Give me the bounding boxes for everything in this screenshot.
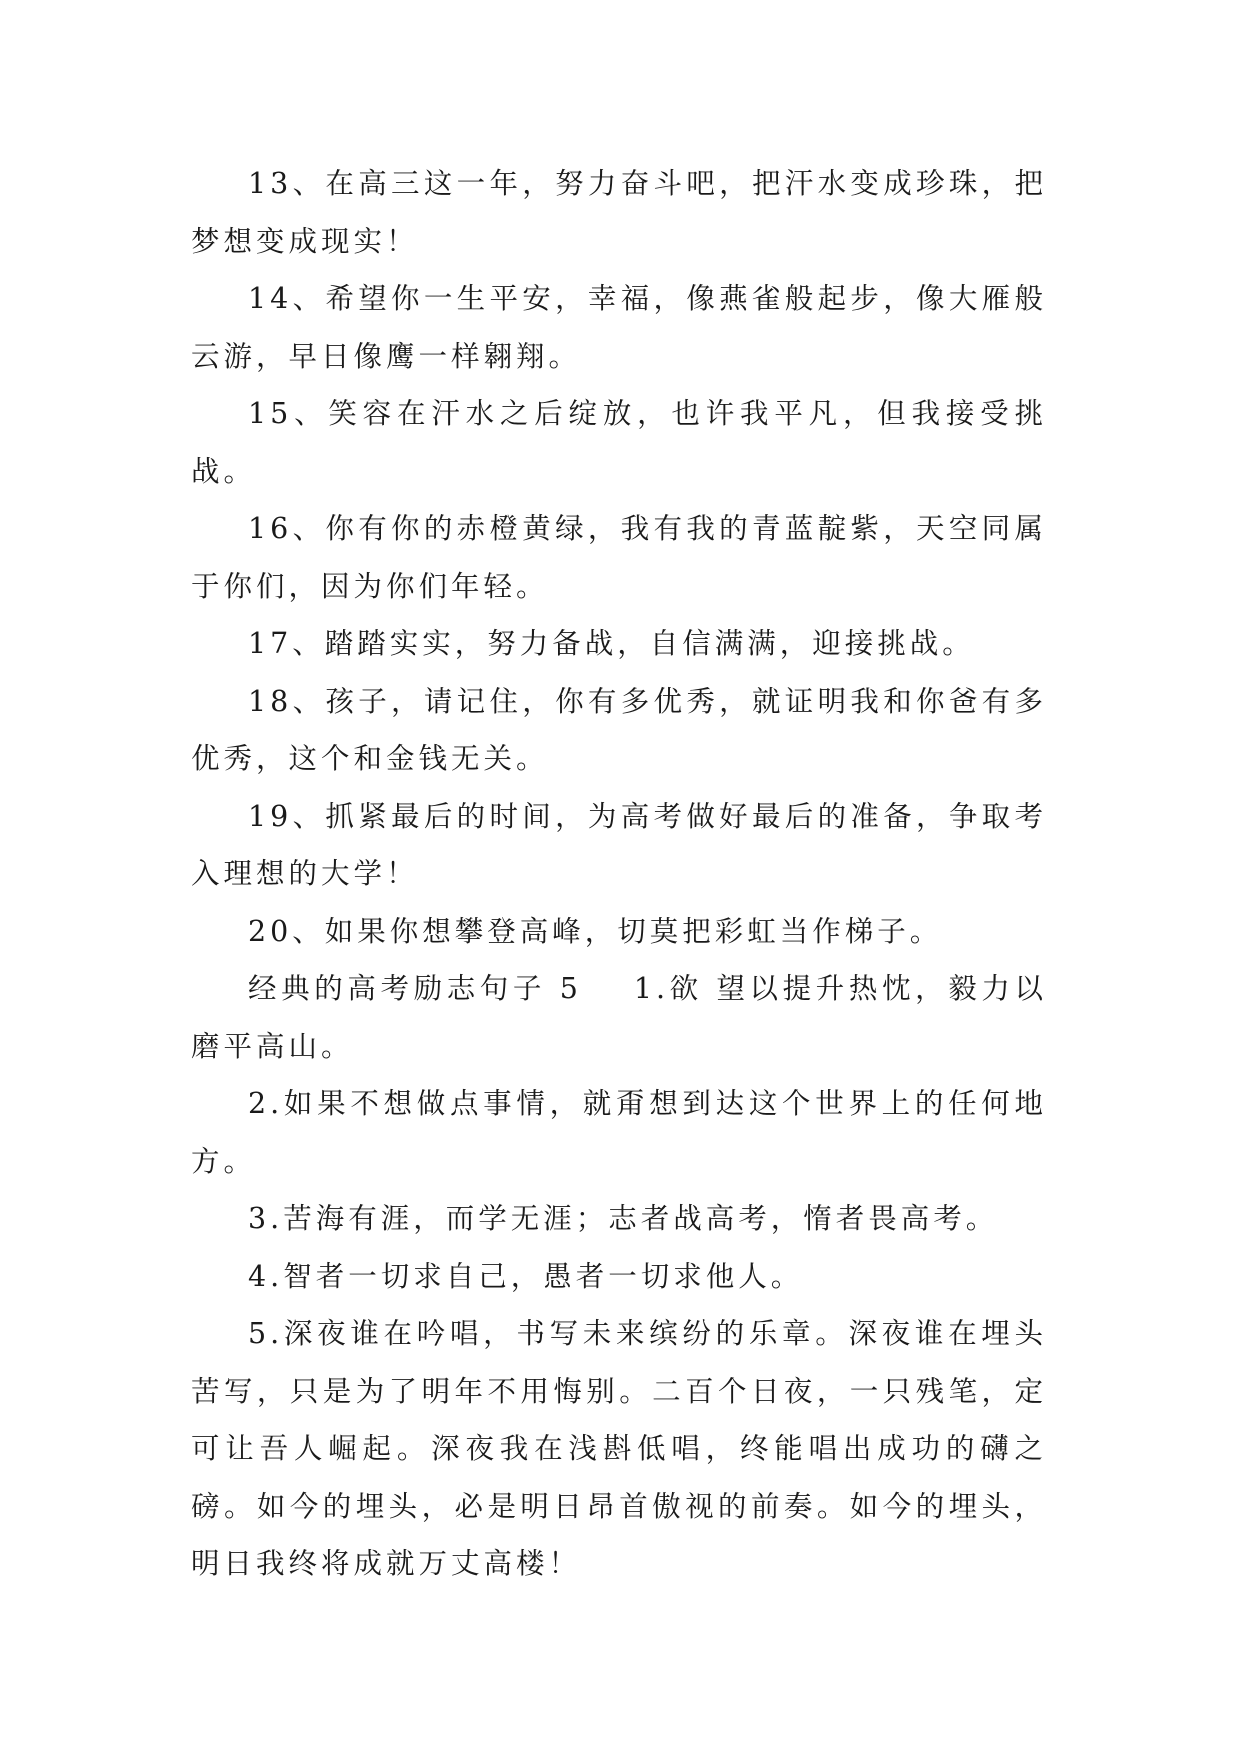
section-heading-paragraph <box>191 960 1047 1075</box>
section-item-4: 4.智者一切求自己，愚者一切求他人。 <box>248 1259 804 1293</box>
paragraph-20: 20、如果你想攀登高峰，切莫把彩虹当作梯子。 <box>248 914 943 948</box>
section-heading: 经典的高考励志句子 5 <box>248 972 582 1005</box>
paragraph-19: 19、抓紧最后的时间，为高考做好最后的准备，争取考入理想的大学！ <box>191 799 1047 890</box>
document-body <box>191 155 1047 1593</box>
section-item-5: 5.深夜谁在吟唱，书写未来缤纷的乐章。深夜谁在埋头苦写，只是为了明年不用悔别。二百个日夜，一只残笔，定可让吾人崛起。深夜我在浅斟低唱，终能唱出成功的礴之磅。如今的埋头，必是明日昂首傲视的前奏。如今的埋头，明日我终将成就万丈高楼！ <box>191 1317 1047 1580</box>
paragraph-14: 14、希望你一生平安，幸福，像燕雀般起步，像大雁般云游，早日像鹰一样翱翔。 <box>191 282 1047 373</box>
paragraph-13: 13、在高三这一年，努力奋斗吧，把汗水变成珍珠，把梦想变成现实！ <box>191 167 1047 258</box>
paragraph-15: 15、笑容在汗水之后绽放，也许我平凡，但我接受挑战。 <box>191 397 1047 488</box>
section-item-1: 1.欲 望以提升热忱，毅力以磨平高山。 <box>191 972 1047 1063</box>
section-item-2: 2.如果不想做点事情，就甭想到达这个世界上的任何地方。 <box>191 1087 1047 1178</box>
paragraph-16: 16、你有你的赤橙黄绿，我有我的青蓝靛紫，天空同属于你们，因为你们年轻。 <box>191 512 1047 603</box>
section-item-3: 3.苦海有涯，而学无涯；志者战高考，惰者畏高考。 <box>248 1202 999 1235</box>
paragraph-17: 17、踏踏实实，努力备战，自信满满，迎接挑战。 <box>248 627 975 660</box>
paragraph-18: 18、孩子，请记住，你有多优秀，就证明我和你爸有多优秀，这个和金钱无关。 <box>191 684 1047 775</box>
